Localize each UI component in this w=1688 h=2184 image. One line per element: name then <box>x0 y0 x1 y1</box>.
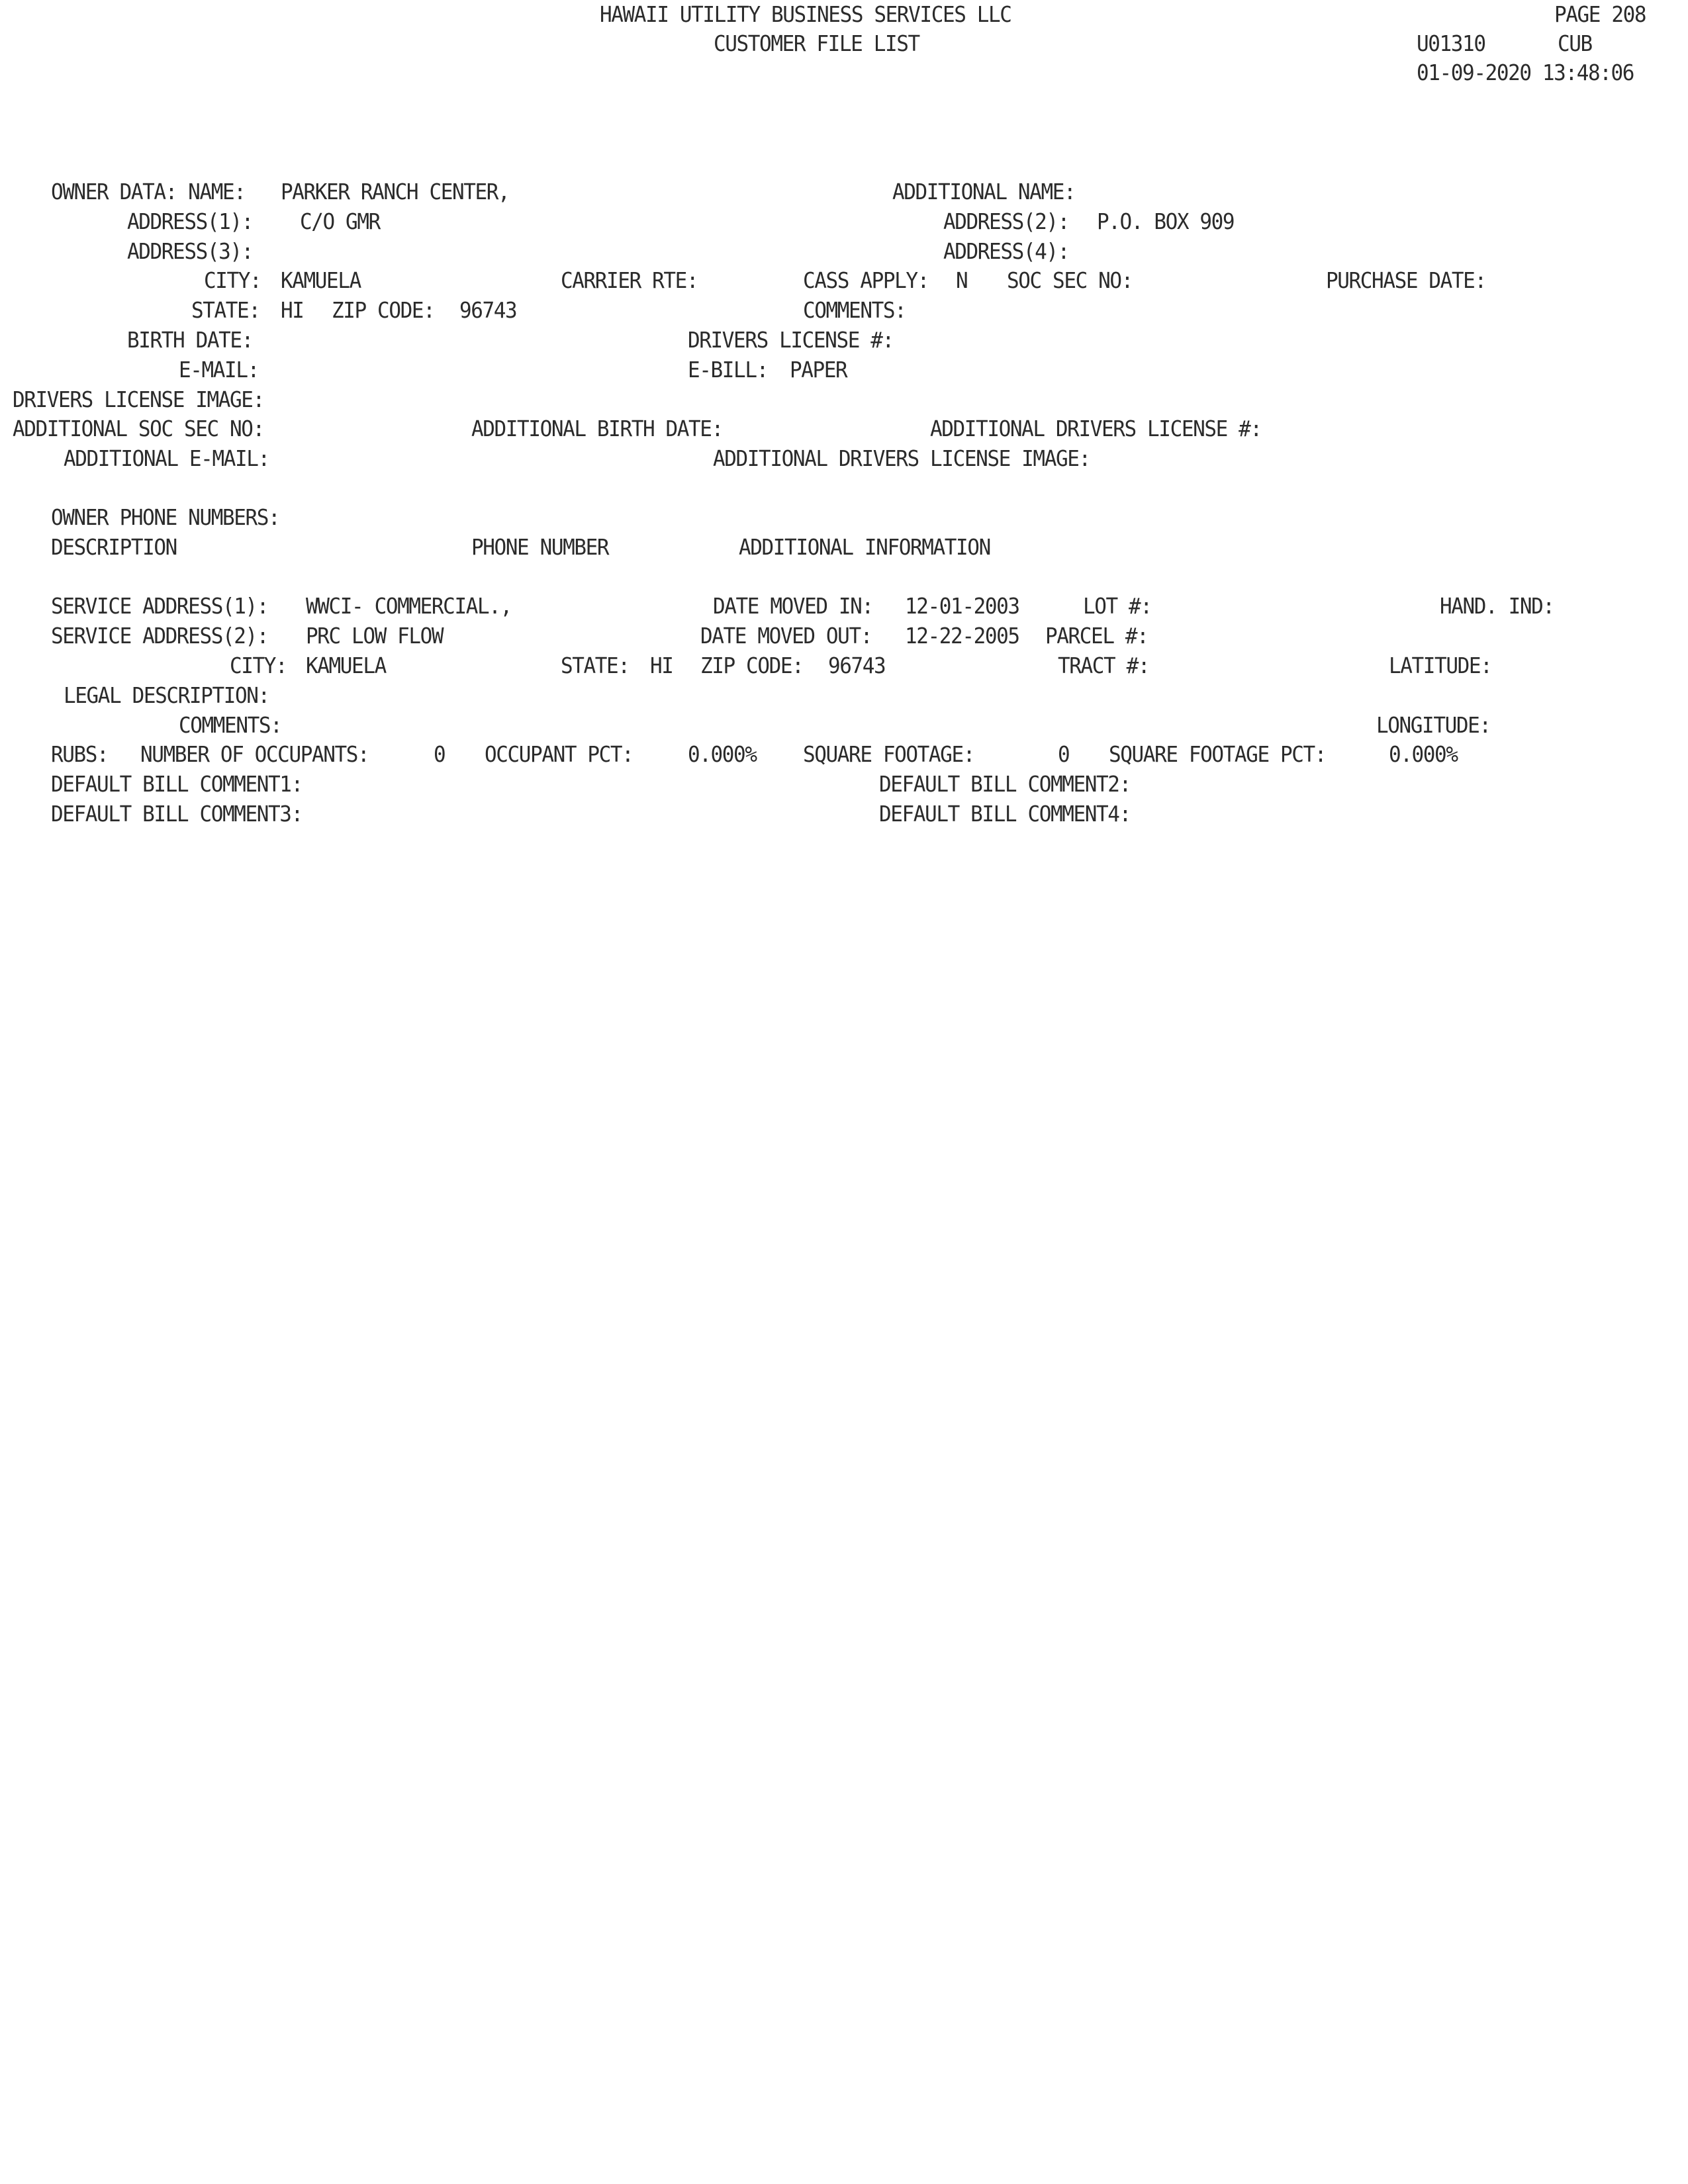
ebill-value: PAPER <box>790 357 847 383</box>
sqft-value: 0 <box>1058 741 1070 767</box>
moved-out-date: 12-22-2005 <box>905 623 1019 649</box>
occupant-pct-value: 0.000% <box>688 741 757 767</box>
owner-zip: 96743 <box>459 297 517 323</box>
add-dl-label: ADDITIONAL DRIVERS LICENSE #: <box>930 416 1262 441</box>
tract-label: TRACT #: <box>1058 653 1150 678</box>
longitude-label: LONGITUDE: <box>1376 712 1491 738</box>
owner-address2: P.O. BOX 909 <box>1097 208 1235 234</box>
phone-col-description: DESCRIPTION <box>51 534 177 560</box>
service-comments-label: COMMENTS: <box>179 712 282 738</box>
service-addr1-label: SERVICE ADDRESS(1): <box>51 593 269 619</box>
company-name: HAWAII UTILITY BUSINESS SERVICES LLC <box>600 1 1011 27</box>
ebill-label: E-BILL: <box>688 357 768 383</box>
owner-comments-label: COMMENTS: <box>803 297 906 323</box>
service-zip-label: ZIP CODE: <box>700 653 804 678</box>
service-addr2-label: SERVICE ADDRESS(2): <box>51 623 269 649</box>
rubs-label: RUBS: <box>51 741 109 767</box>
sqft-label: SQUARE FOOTAGE: <box>803 741 974 767</box>
report-title: CUSTOMER FILE LIST <box>714 30 919 56</box>
owner-state: HI <box>281 297 304 323</box>
service-city: KAMUELA <box>306 653 386 678</box>
owner-city-label: CITY: <box>204 267 261 293</box>
owner-address4-label: ADDRESS(4): <box>943 238 1069 264</box>
bill-comment4-label: DEFAULT BILL COMMENT4: <box>879 801 1131 827</box>
additional-name-label: ADDITIONAL NAME: <box>892 179 1076 205</box>
owner-state-label: STATE: <box>191 297 260 323</box>
bill-comment2-label: DEFAULT BILL COMMENT2: <box>879 771 1131 797</box>
owner-address2-label: ADDRESS(2): <box>943 208 1069 234</box>
owner-address1: C/O GMR <box>300 208 380 234</box>
phone-col-info: ADDITIONAL INFORMATION <box>739 534 990 560</box>
service-zip: 96743 <box>828 653 886 678</box>
carrier-rte-label: CARRIER RTE: <box>561 267 698 293</box>
owner-name: PARKER RANCH CENTER, <box>281 179 510 205</box>
birth-date-label: BIRTH DATE: <box>127 327 253 353</box>
add-soc-sec-label: ADDITIONAL SOC SEC NO: <box>13 416 264 441</box>
occupant-pct-label: OCCUPANT PCT: <box>485 741 633 767</box>
add-email-label: ADDITIONAL E-MAIL: <box>64 445 269 471</box>
owner-city: KAMUELA <box>281 267 361 293</box>
cass-apply-value: N <box>956 267 968 293</box>
bill-comment1-label: DEFAULT BILL COMMENT1: <box>51 771 303 797</box>
email-label: E-MAIL: <box>179 357 259 383</box>
hand-ind-label: HAND. IND: <box>1440 593 1554 619</box>
service-state: HI <box>650 653 673 678</box>
moved-in-date: 12-01-2003 <box>905 593 1019 619</box>
service-city-label: CITY: <box>230 653 287 678</box>
page-number: PAGE 208 <box>1554 1 1646 27</box>
lot-label: LOT #: <box>1083 593 1152 619</box>
dl-image-label: DRIVERS LICENSE IMAGE: <box>13 387 264 412</box>
report-datetime: 01-09-2020 13:48:06 <box>1417 60 1634 85</box>
owner-address3-label: ADDRESS(3): <box>127 238 253 264</box>
service-addr2: PRC LOW FLOW <box>306 623 444 649</box>
sqft-pct-label: SQUARE FOOTAGE PCT: <box>1109 741 1327 767</box>
purchase-date-label: PURCHASE DATE: <box>1326 267 1486 293</box>
add-dl-image-label: ADDITIONAL DRIVERS LICENSE IMAGE: <box>713 445 1090 471</box>
bill-comment3-label: DEFAULT BILL COMMENT3: <box>51 801 303 827</box>
occupants-value: 0 <box>434 741 445 767</box>
service-addr1: WWCI- COMMERCIAL., <box>306 593 512 619</box>
drivers-license-label: DRIVERS LICENSE #: <box>688 327 894 353</box>
moved-out-label: DATE MOVED OUT: <box>700 623 872 649</box>
add-birth-date-label: ADDITIONAL BIRTH DATE: <box>471 416 723 441</box>
owner-name-label: OWNER DATA: NAME: <box>51 179 246 205</box>
module-code: CUB <box>1558 30 1592 56</box>
legal-description-label: LEGAL DESCRIPTION: <box>64 682 269 708</box>
owner-address1-label: ADDRESS(1): <box>127 208 253 234</box>
moved-in-label: DATE MOVED IN: <box>713 593 873 619</box>
parcel-label: PARCEL #: <box>1045 623 1149 649</box>
report-code: U01310 <box>1417 30 1485 56</box>
sqft-pct-value: 0.000% <box>1389 741 1458 767</box>
soc-sec-label: SOC SEC NO: <box>1007 267 1133 293</box>
latitude-label: LATITUDE: <box>1389 653 1492 678</box>
occupants-label: NUMBER OF OCCUPANTS: <box>140 741 369 767</box>
owner-zip-label: ZIP CODE: <box>332 297 435 323</box>
phone-numbers-title: OWNER PHONE NUMBERS: <box>51 504 280 530</box>
cass-apply-label: CASS APPLY: <box>803 267 929 293</box>
service-state-label: STATE: <box>561 653 630 678</box>
phone-col-number: PHONE NUMBER <box>471 534 609 560</box>
